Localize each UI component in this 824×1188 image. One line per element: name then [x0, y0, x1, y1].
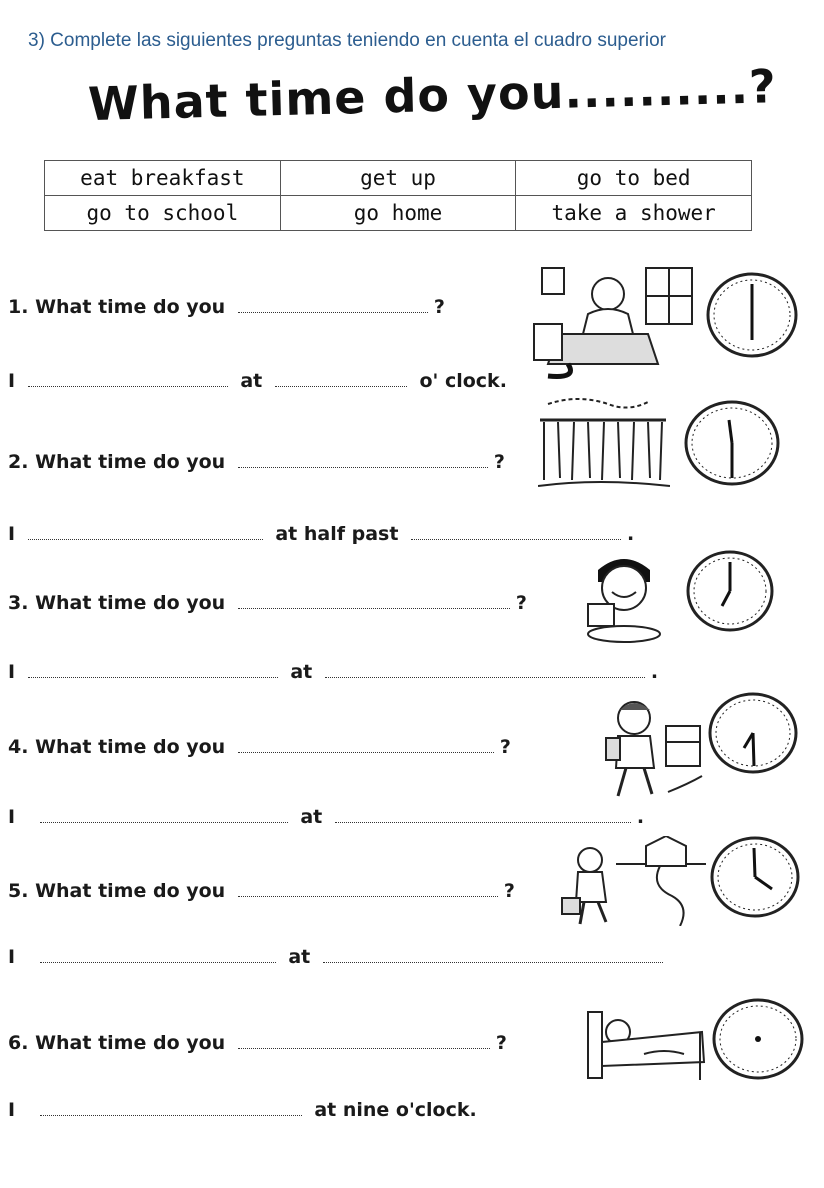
phrase-cell: eat breakfast [45, 161, 281, 196]
question-text: What time do you [35, 451, 226, 473]
answer-start: I [8, 661, 16, 683]
question-5 [8, 880, 515, 902]
answer-blank[interactable] [238, 893, 498, 897]
answer-1 [8, 370, 507, 392]
answer-blank[interactable] [238, 464, 488, 468]
question-number: 4. [8, 736, 29, 758]
question-number: 5. [8, 880, 29, 902]
child-sleeping-in-bed-icon [584, 1002, 708, 1084]
phrase-table [44, 160, 752, 231]
answer-3 [8, 661, 658, 683]
phrase-row [45, 196, 752, 231]
answer-blank[interactable] [335, 819, 631, 823]
answer-blank[interactable] [323, 959, 663, 963]
answer-start: I [8, 1099, 16, 1121]
answer-blank[interactable] [28, 383, 228, 387]
analog-clock-icon [710, 996, 806, 1082]
answer-blank[interactable] [325, 674, 645, 678]
answer-start: I [8, 946, 16, 968]
answer-4 [8, 806, 644, 828]
analog-clock-icon [708, 834, 802, 920]
answer-blank[interactable] [275, 383, 407, 387]
question-mark: ? [433, 296, 445, 318]
question-mark: ? [499, 736, 511, 758]
answer-middle: at [240, 370, 263, 392]
question-text: What time do you [35, 296, 226, 318]
answer-blank[interactable] [411, 536, 621, 540]
question-4 [8, 736, 511, 758]
answer-middle: at [300, 806, 323, 828]
phrase-cell: go to bed [516, 161, 752, 196]
answer-blank[interactable] [238, 309, 428, 313]
analog-clock-icon [704, 270, 800, 360]
question-2 [8, 451, 505, 473]
man-going-home-icon [560, 836, 708, 926]
question-mark: ? [495, 1032, 507, 1054]
question-mark: ? [493, 451, 505, 473]
phrase-cell: take a shower [516, 196, 752, 231]
answer-2 [8, 523, 634, 545]
eating-breakfast-girl-icon [584, 548, 676, 644]
answer-blank[interactable] [40, 819, 288, 823]
phrase-cell: go home [280, 196, 516, 231]
question-number: 3. [8, 592, 29, 614]
answer-middle: at [288, 946, 311, 968]
worksheet-headline: What time do you..........? [87, 59, 778, 132]
answer-end: . [636, 806, 645, 828]
analog-clock-icon [684, 548, 776, 634]
question-mark: ? [503, 880, 515, 902]
answer-end: o' clock. [419, 370, 507, 392]
answer-start: I [8, 370, 16, 392]
question-mark: ? [515, 592, 527, 614]
answer-blank[interactable] [28, 536, 263, 540]
question-6 [8, 1032, 507, 1054]
analog-clock-icon [706, 690, 800, 776]
boy-walking-to-school-icon [604, 696, 704, 802]
analog-clock-icon [682, 398, 782, 488]
answer-middle: at [290, 661, 313, 683]
phrase-row [45, 161, 752, 196]
answer-blank[interactable] [238, 1045, 490, 1049]
question-text: What time do you [35, 880, 226, 902]
answer-blank[interactable] [40, 959, 276, 963]
instruction-text: 3) Complete las siguientes preguntas teniendo en cuenta el cuadro superior [28, 30, 666, 51]
answer-blank[interactable] [238, 605, 510, 609]
waking-up-boy-icon [528, 264, 698, 380]
answer-middle: at half past [275, 523, 399, 545]
phrase-cell: get up [280, 161, 516, 196]
answer-middle: at nine o'clock. [314, 1099, 477, 1121]
answer-end: . [650, 661, 659, 683]
question-text: What time do you [35, 592, 226, 614]
answer-blank[interactable] [238, 749, 494, 753]
answer-5 [8, 946, 669, 968]
answer-start: I [8, 523, 16, 545]
answer-start: I [8, 806, 16, 828]
question-number: 2. [8, 451, 29, 473]
answer-6 [8, 1099, 477, 1121]
question-text: What time do you [35, 736, 226, 758]
answer-blank[interactable] [40, 1112, 302, 1116]
question-3 [8, 592, 527, 614]
question-text: What time do you [35, 1032, 226, 1054]
shower-curtain-icon [538, 394, 670, 492]
answer-end: . [627, 523, 635, 545]
question-1 [8, 296, 445, 318]
answer-blank[interactable] [28, 674, 278, 678]
question-number: 1. [8, 296, 29, 318]
question-number: 6. [8, 1032, 29, 1054]
phrase-cell: go to school [45, 196, 281, 231]
